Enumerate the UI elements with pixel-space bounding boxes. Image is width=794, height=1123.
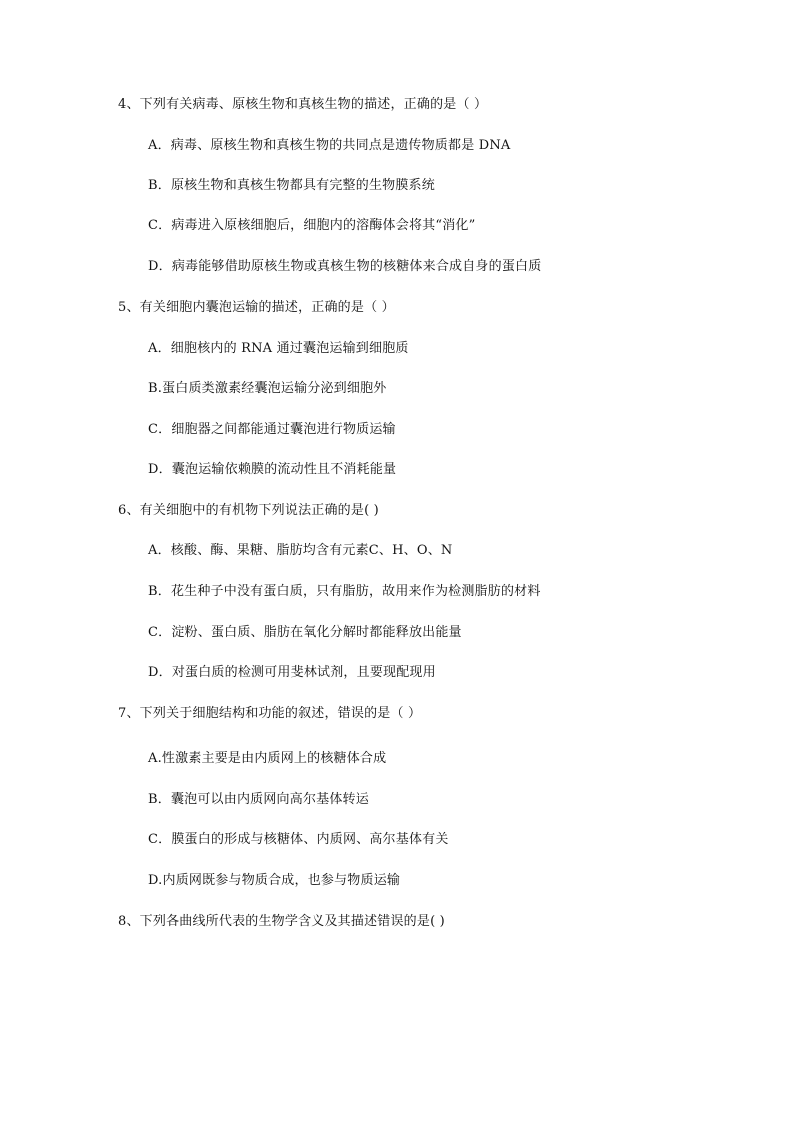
question-5-option-b: B.蛋白质类激素经囊泡运输分泌到细胞外 — [148, 381, 387, 396]
question-6-option-b: B．花生种子中没有蛋白质，只有脂肪，故用来作为检测脂肪的材料 — [148, 584, 541, 599]
question-4-option-b: B．原核生物和真核生物都具有完整的生物膜系统 — [148, 178, 435, 193]
question-4-option-c: C．病毒进入原核细胞后，细胞内的溶酶体会将其“消化” — [148, 218, 476, 233]
question-5-stem: 5、有关细胞内囊泡运输的描述，正确的是（ ） — [118, 300, 395, 315]
question-4-option-a: A．病毒、原核生物和真核生物的共同点是遗传物质都是 DNA — [148, 138, 511, 153]
question-7-option-a: A.性激素主要是由内质网上的核糖体合成 — [148, 751, 387, 766]
question-7-option-b: B．囊泡可以由内质网向高尔基体转运 — [148, 792, 369, 807]
question-5-option-d: D．囊泡运输依赖膜的流动性且不消耗能量 — [148, 462, 397, 477]
question-7-option-d: D.内质网既参与物质合成，也参与物质运输 — [148, 873, 401, 888]
question-8-stem: 8、下列各曲线所代表的生物学含义及其描述错误的是( ) — [118, 914, 445, 929]
question-4-stem: 4、下列有关病毒、原核生物和真核生物的描述，正确的是（ ） — [118, 97, 488, 112]
question-7-option-c: C．膜蛋白的形成与核糖体、内质网、高尔基体有关 — [148, 832, 449, 847]
question-6-option-a: A．核酸、酶、果糖、脂肪均含有元素C、H、O、N — [148, 543, 453, 558]
question-7-stem: 7、下列关于细胞结构和功能的叙述，错误的是（ ） — [118, 706, 422, 721]
question-6-option-c: C．淀粉、蛋白质、脂肪在氧化分解时都能释放出能量 — [148, 625, 462, 640]
question-5-option-a: A．细胞核内的 RNA 通过囊泡运输到细胞质 — [148, 341, 409, 356]
question-6-option-d: D．对蛋白质的检测可用斐林试剂，且要现配现用 — [148, 665, 436, 680]
question-5-option-c: C．细胞器之间都能通过囊泡进行物质运输 — [148, 422, 396, 437]
question-4-option-d: D．病毒能够借助原核生物或真核生物的核糖体来合成自身的蛋白质 — [148, 259, 542, 274]
question-6-stem: 6、有关细胞中的有机物下列说法正确的是( ) — [118, 503, 379, 518]
